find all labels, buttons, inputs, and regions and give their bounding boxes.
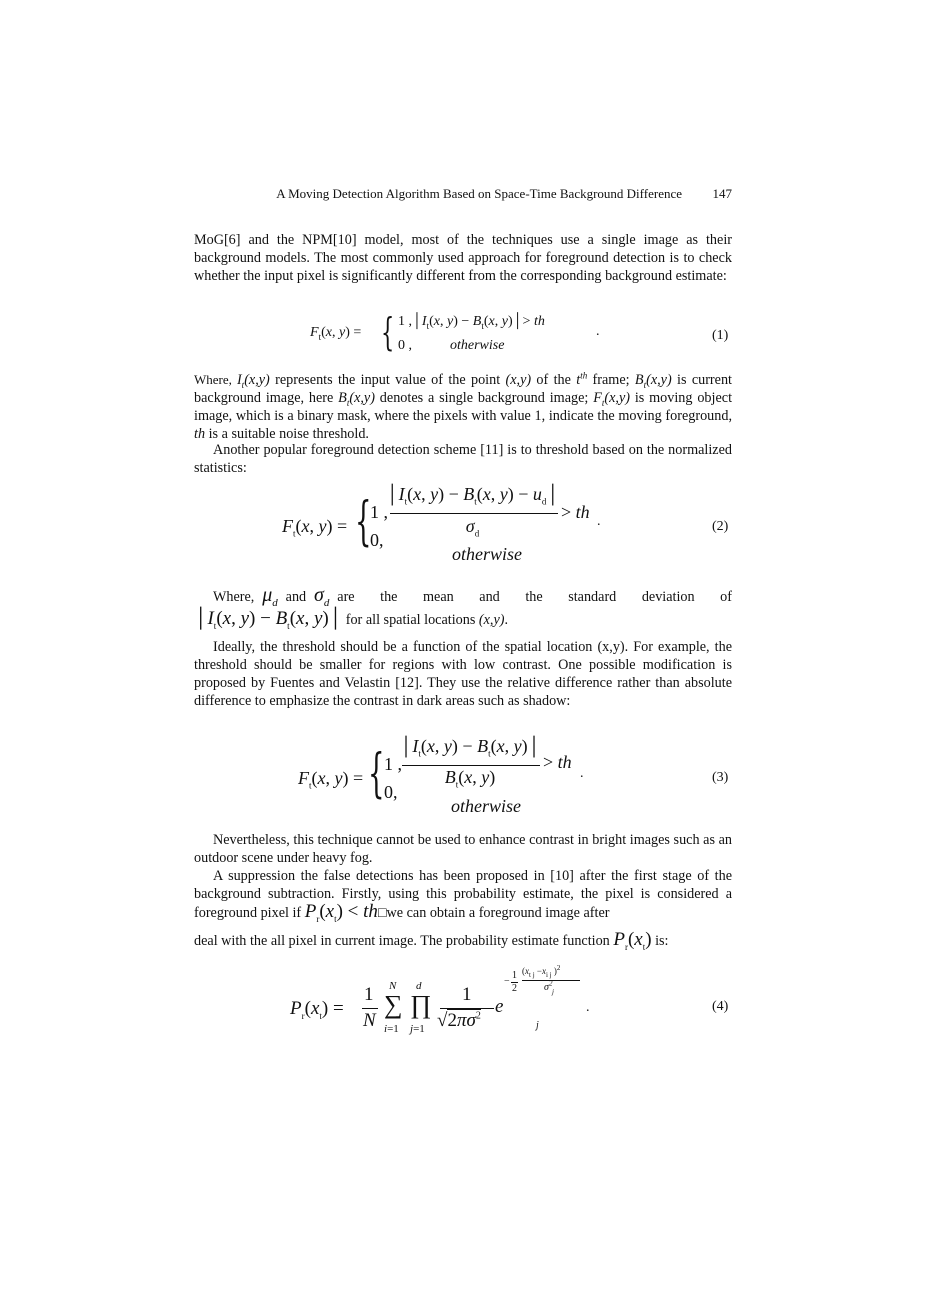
equation-number-3: (3): [712, 770, 729, 785]
paragraph-6: Nevertheless, this technique cannot be used to enhance contrast in bright images such as an outdoor scene under heavy fog.: [194, 832, 732, 866]
equation-1: $F_t(x$, y) = { 1 $,│I_t(x$, $y) - B_t(x$, y)│> th 0 , otherwise .: [310, 310, 600, 354]
equation-number-1: (1): [712, 328, 729, 343]
eq2-otherwise: otherwise: [452, 544, 522, 564]
eq1-otherwise: otherwise: [450, 338, 505, 353]
eq3-otherwise: otherwise: [451, 796, 521, 816]
equation-3: $F_t(x$, y) = { 1 , 0, $│I_t(x$, $y) - B_t(x$, y)│ $B_t(x$, y) > th otherwise .: [298, 736, 584, 816]
paragraph-5: Ideally, the threshold should be a function of the spatial location (x,y). For example, the threshold should be smaller for regions with low contrast. One possible modification is proposed by Fuentes and Velastin [12]. They use the relative difference rather than absolute difference to emphasize the contrast in dark areas such as shadow:: [194, 639, 732, 709]
equation-number-4: (4): [712, 999, 729, 1014]
paragraph-4: Where, $\mu_d$ and $\sigma_d$ are the mean and the standard deviation of $│I_t(x$, $y) - B_t(x$, y)│ for all spatial locations (x,y).: [194, 584, 732, 631]
equation-number-2: (2): [712, 519, 729, 534]
equation-4: $P_r(x_t)$ = 1 N N ∑ i=1 d ∏ j=1 1 $√2\pi\sigma^2$ j e − 1 2 ($x_{t j} -x_{i j}$ )$^2$ $\sigma^2$ j .: [290, 964, 590, 1035]
header-title: A Moving Detection Algorithm Based on Space-Time Background Difference: [276, 186, 682, 201]
paragraph-1: MoG[6] and the NPM[10] model, most of the techniques use a single image as their background models. The most commonly used approach for foreground detection is to check whether the input pixel is significantly different from the corresponding background estimate:: [194, 232, 732, 284]
paragraph-7: A suppression the false detections has been proposed in [10] after the first stage of the background subtraction. Firstly, using this probability estimate, the pixel is considered a foreground pixel if $P_r(x_t)$ < th□we can obtain a foreground image after deal with the all pixel in current image. The probability estimate function $P_r(x_t)$ is:: [194, 868, 732, 952]
equation-2: $F_t(x$, y) = { 1 , 0, $│I_t(x$, $y) - B_t(x$, $y) - u_d│$ $\sigma_d$ > th otherwise .: [282, 484, 601, 564]
eq1-th: th: [533, 314, 545, 329]
paragraph-2: Where, $I_t(x,y)$ represents the input value of the point (x,y) of the $t^{th}$ frame; $B_t(x,y)$ is current background image, here $B_t(x,y)$ denotes a single background image; $F_t(x,y)$ is moving object image, which is a binary mask, where the pixels with value 1, indicate the moving foreground, th is a suitable noise threshold.: [194, 370, 733, 442]
page-number: 147: [712, 186, 732, 201]
paragraph-3: Another popular foreground detection scheme [11] is to threshold based on the normalized statistics:: [194, 442, 732, 476]
